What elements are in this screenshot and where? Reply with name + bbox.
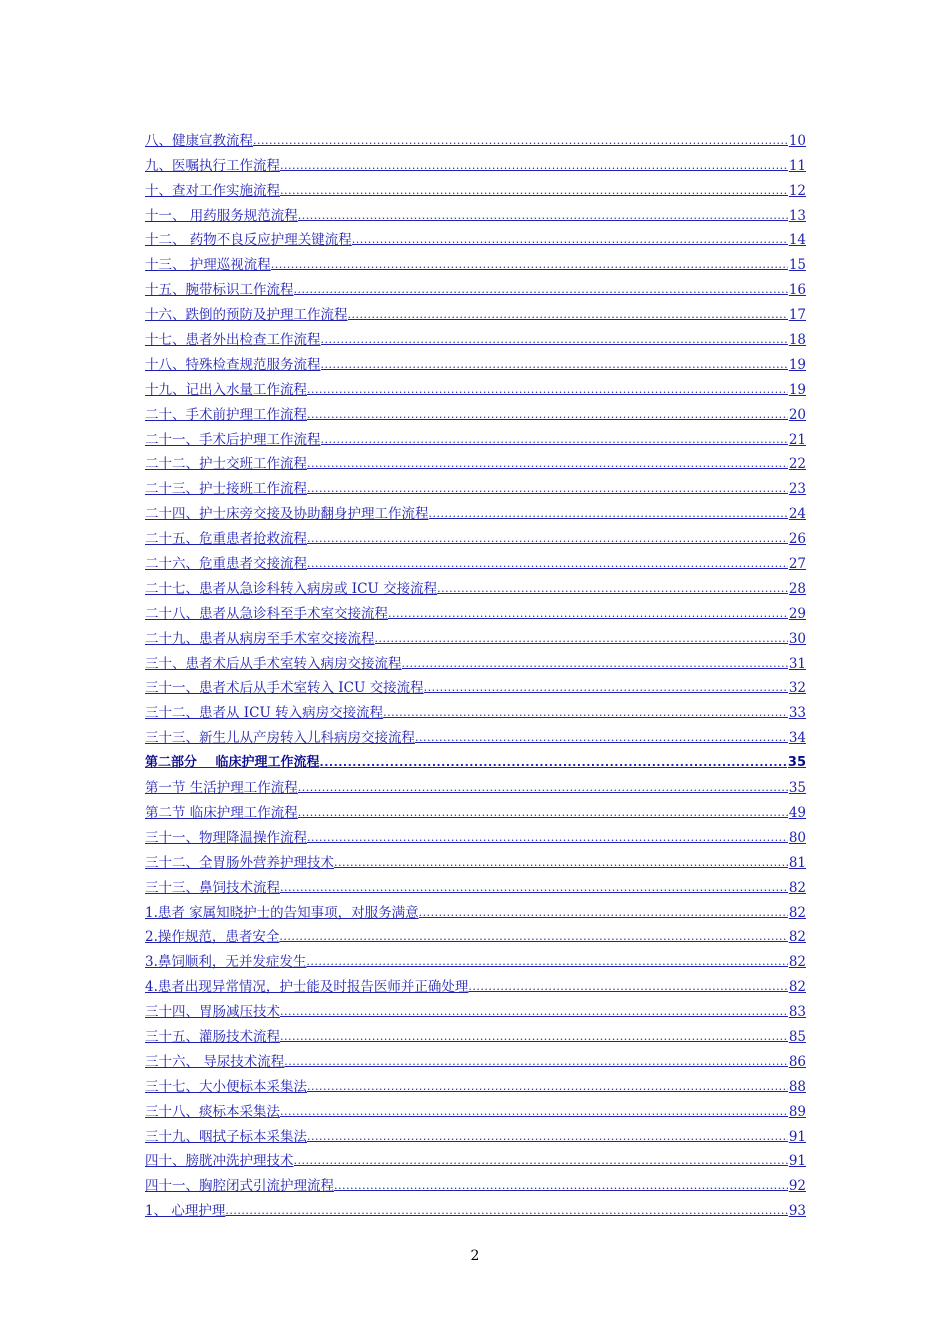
toc-entry-link[interactable] [145,498,806,523]
toc-dot-leader [271,256,788,274]
toc-entry-page: 34 [788,730,806,747]
toc-entry-page: 91 [788,1128,806,1145]
toc-entry-page: 24 [788,506,806,523]
toc-dot-leader [375,630,788,648]
toc-entry-title: 十、查对工作实施流程 [145,182,280,199]
toc-entry-page: 27 [788,556,806,573]
toc-entry-link[interactable] [145,1021,806,1046]
toc-dot-leader [352,231,788,249]
toc-entry-link[interactable] [145,747,806,772]
toc-entry-link[interactable] [145,449,806,474]
toc-entry-link[interactable] [145,797,806,822]
toc-entry-page: 35 [788,780,806,797]
toc-entry-page: 88 [788,1078,806,1095]
toc-entry-page: 91 [788,1153,806,1170]
toc-entry-link[interactable] [145,598,806,623]
toc-entry-title: 十七、患者外出检查工作流程 [145,332,321,349]
toc-entry-title: 第一节 生活护理工作流程 [145,780,298,797]
toc-entry-title: 三十一、患者术后从手术室转入 ICU 交接流程 [145,680,424,697]
toc-entry-link[interactable] [145,175,806,200]
toc-entry-page: 80 [788,829,806,846]
toc-entry-link[interactable] [145,897,806,922]
toc-entry-link[interactable] [145,1096,806,1121]
toc-dot-leader [298,207,788,225]
toc-entry-page: 16 [788,282,806,299]
toc-entry-link[interactable] [145,399,806,424]
toc-entry-link[interactable] [145,150,806,175]
toc-dot-leader [307,406,788,424]
toc-dot-leader [306,953,787,971]
toc-dot-leader [298,779,788,797]
toc-dot-leader [419,904,788,922]
toc-entry-title: 二十七、患者从急诊科转入病房或 ICU 交接流程 [145,580,438,597]
toc-entry-page: 18 [788,332,806,349]
toc-entry-page: 82 [788,879,806,896]
toc-entry-title: 三十九、咽拭子标本采集法 [145,1128,307,1145]
toc-entry-title: 十八、特殊检查规范服务流程 [145,356,321,373]
toc-dot-leader [468,978,787,996]
toc-entry-link[interactable] [145,299,806,324]
toc-entry-title: 三十三、鼻饲技术流程 [145,879,280,896]
toc-dot-leader [280,1003,788,1021]
toc-dot-leader [321,356,788,374]
toc-entry-title: 三十一、物理降温操作流程 [145,829,307,846]
toc-entry-link[interactable] [145,697,806,722]
toc-entry-page: 20 [788,406,806,423]
toc-entry-title: 二十一、手术后护理工作流程 [145,431,321,448]
page-number: 2 [470,1248,480,1264]
toc-entry-title: 三十三、新生儿从产房转入儿科病房交接流程 [145,730,415,747]
toc-dot-leader [307,829,788,847]
toc-entry-title: 十三、 护理巡视流程 [145,257,271,274]
toc-entry-page: 19 [788,356,806,373]
toc-entry-page: 49 [788,804,806,821]
toc-dot-leader [437,580,788,598]
toc-entry-page: 21 [788,431,806,448]
toc-entry-link[interactable] [145,847,806,872]
toc-dot-leader [307,1128,788,1146]
toc-entry-page: 28 [788,580,806,597]
toc-entry-link[interactable] [145,772,806,797]
toc-entry-page: 81 [788,854,806,871]
toc-dot-leader [415,729,788,747]
toc-dot-leader [307,555,788,573]
toc-dot-leader [225,1202,787,1220]
toc-entry-title: 1、 心理护理 [145,1203,226,1220]
toc-entry-title: 三十二、患者从 ICU 转入病房交接流程 [145,705,384,722]
toc-entry-page: 12 [788,182,806,199]
toc-entry-page: 83 [788,1004,806,1021]
toc-entry-link[interactable] [145,1121,806,1146]
toc-dot-leader [253,132,788,150]
table-of-contents [145,125,806,1220]
toc-entry-page: 14 [788,232,806,249]
toc-entry-title: 三十七、大小便标本采集法 [145,1078,307,1095]
toc-entry-link[interactable] [145,971,806,996]
toc-dot-leader [307,530,788,548]
toc-entry-link[interactable] [145,349,806,374]
toc-entry-page: 13 [788,207,806,224]
toc-entry-link[interactable] [145,548,806,573]
toc-entry-page: 82 [788,979,806,996]
toc-entry-title: 三十六、 导尿技术流程 [145,1053,285,1070]
toc-entry-title: 三十、患者术后从手术室转入病房交接流程 [145,655,402,672]
toc-entry-title: 十五、腕带标识工作流程 [145,282,294,299]
toc-entry-link[interactable] [145,473,806,498]
toc-dot-leader [284,1053,788,1071]
toc-entry-title: 二十四、护士床旁交接及协助翻身护理工作流程 [145,506,429,523]
toc-entry-title: 十九、记出入水量工作流程 [145,381,307,398]
toc-entry-title: 4.患者出现异常情况，护士能及时报告医师并正确处理 [145,979,469,996]
toc-dot-leader [280,879,788,897]
toc-entry-title: 1.患者 家属知晓护士的告知事项，对服务满意 [145,904,419,921]
toc-entry-title: 三十八、痰标本采集法 [145,1103,280,1120]
toc-entry-link[interactable] [145,523,806,548]
toc-entry-page: 82 [788,954,806,971]
toc-entry-link[interactable] [145,1195,806,1220]
toc-dot-leader [280,1028,788,1046]
toc-entry-link[interactable] [145,573,806,598]
toc-entry-title: 三十二、全胃肠外营养护理技术 [145,854,334,871]
toc-dot-leader [388,605,788,623]
toc-entry-page: 82 [788,929,806,946]
toc-entry-title: 二十、手术前护理工作流程 [145,406,307,423]
toc-entry-link[interactable] [145,922,806,947]
toc-entry-link[interactable] [145,200,806,225]
toc-dot-leader [321,431,788,449]
toc-dot-leader [383,704,788,722]
toc-dot-leader [280,1103,788,1121]
toc-entry-link[interactable] [145,1170,806,1195]
toc-entry-link[interactable] [145,249,806,274]
toc-dot-leader [307,381,788,399]
toc-entry-title: 十一、 用药服务规范流程 [145,207,298,224]
toc-entry-page: 89 [788,1103,806,1120]
toc-entry-link[interactable] [145,648,806,673]
toc-entry-title: 3.鼻饲顺利，无并发症发生 [145,954,307,971]
toc-entry-page: 33 [788,705,806,722]
toc-entry-link[interactable] [145,324,806,349]
toc-entry-page: 82 [788,904,806,921]
toc-dot-leader [402,655,788,673]
toc-entry-link[interactable] [145,872,806,897]
toc-dot-leader [320,754,787,772]
toc-entry-link[interactable] [145,1146,806,1171]
toc-dot-leader [279,928,787,946]
toc-entry-link[interactable] [145,722,806,747]
toc-entry-link[interactable] [145,274,806,299]
toc-entry-title: 八、健康宣教流程 [145,132,253,149]
toc-entry-title: 二十六、危重患者交接流程 [145,556,307,573]
toc-entry-link[interactable] [145,623,806,648]
toc-entry-title: 第二节 临床护理工作流程 [145,804,298,821]
toc-dot-leader [307,1078,788,1096]
toc-entry-page: 92 [788,1178,806,1195]
toc-entry-page: 35 [787,755,806,771]
toc-dot-leader [307,480,788,498]
toc-entry-page: 22 [788,456,806,473]
toc-entry-page: 31 [788,655,806,672]
toc-entry-title: 二十二、护士交班工作流程 [145,456,307,473]
toc-entry-title: 二十五、危重患者抢救流程 [145,531,307,548]
toc-dot-leader [280,157,788,175]
toc-entry-page: 19 [788,381,806,398]
toc-dot-leader [294,1152,788,1170]
toc-entry-link[interactable] [145,424,806,449]
toc-dot-leader [424,679,788,697]
toc-dot-leader [348,306,788,324]
toc-entry-title: 2.操作规范，患者安全 [145,929,280,946]
toc-entry-title: 十六、跌倒的预防及护理工作流程 [145,307,348,324]
toc-dot-leader [429,505,788,523]
toc-dot-leader [298,804,788,822]
toc-entry-page: 17 [788,307,806,324]
toc-entry-title: 第二部分 临床护理工作流程 [145,755,320,771]
toc-dot-leader [307,455,788,473]
toc-entry-title: 十二、 药物不良反应护理关键流程 [145,232,352,249]
toc-entry-page: 93 [788,1203,806,1220]
toc-entry-page: 30 [788,630,806,647]
toc-entry-title: 三十五、灌肠技术流程 [145,1028,280,1045]
toc-entry-page: 29 [788,605,806,622]
toc-entry-page: 26 [788,531,806,548]
toc-entry-link[interactable] [145,673,806,698]
toc-dot-leader [334,854,788,872]
toc-entry-title: 三十四、胃肠减压技术 [145,1004,280,1021]
toc-entry-link[interactable] [145,996,806,1021]
toc-entry-title: 二十三、护士接班工作流程 [145,481,307,498]
toc-entry-page: 86 [788,1053,806,1070]
toc-entry-page: 23 [788,481,806,498]
toc-dot-leader [321,331,788,349]
toc-entry-link[interactable] [145,1071,806,1096]
toc-entry-link[interactable] [145,822,806,847]
toc-entry-title: 二十九、患者从病房至手术室交接流程 [145,630,375,647]
toc-entry-title: 四十一、胸腔闭式引流护理流程 [145,1178,334,1195]
toc-dot-leader [294,281,788,299]
toc-entry-title: 二十八、患者从急诊科至手术室交接流程 [145,605,388,622]
toc-entry-title: 四十、膀胱冲洗护理技术 [145,1153,294,1170]
toc-dot-leader [280,182,788,200]
toc-entry-link[interactable] [145,1046,806,1071]
toc-entry-link[interactable] [145,125,806,150]
toc-dot-leader [334,1177,788,1195]
toc-entry-title: 九、医嘱执行工作流程 [145,157,280,174]
toc-entry-page: 15 [788,257,806,274]
toc-entry-page: 10 [788,132,806,149]
toc-entry-link[interactable] [145,225,806,250]
toc-entry-page: 85 [788,1028,806,1045]
toc-entry-page: 11 [788,157,806,174]
toc-entry-page: 32 [788,680,806,697]
toc-entry-link[interactable] [145,374,806,399]
toc-entry-link[interactable] [145,946,806,971]
